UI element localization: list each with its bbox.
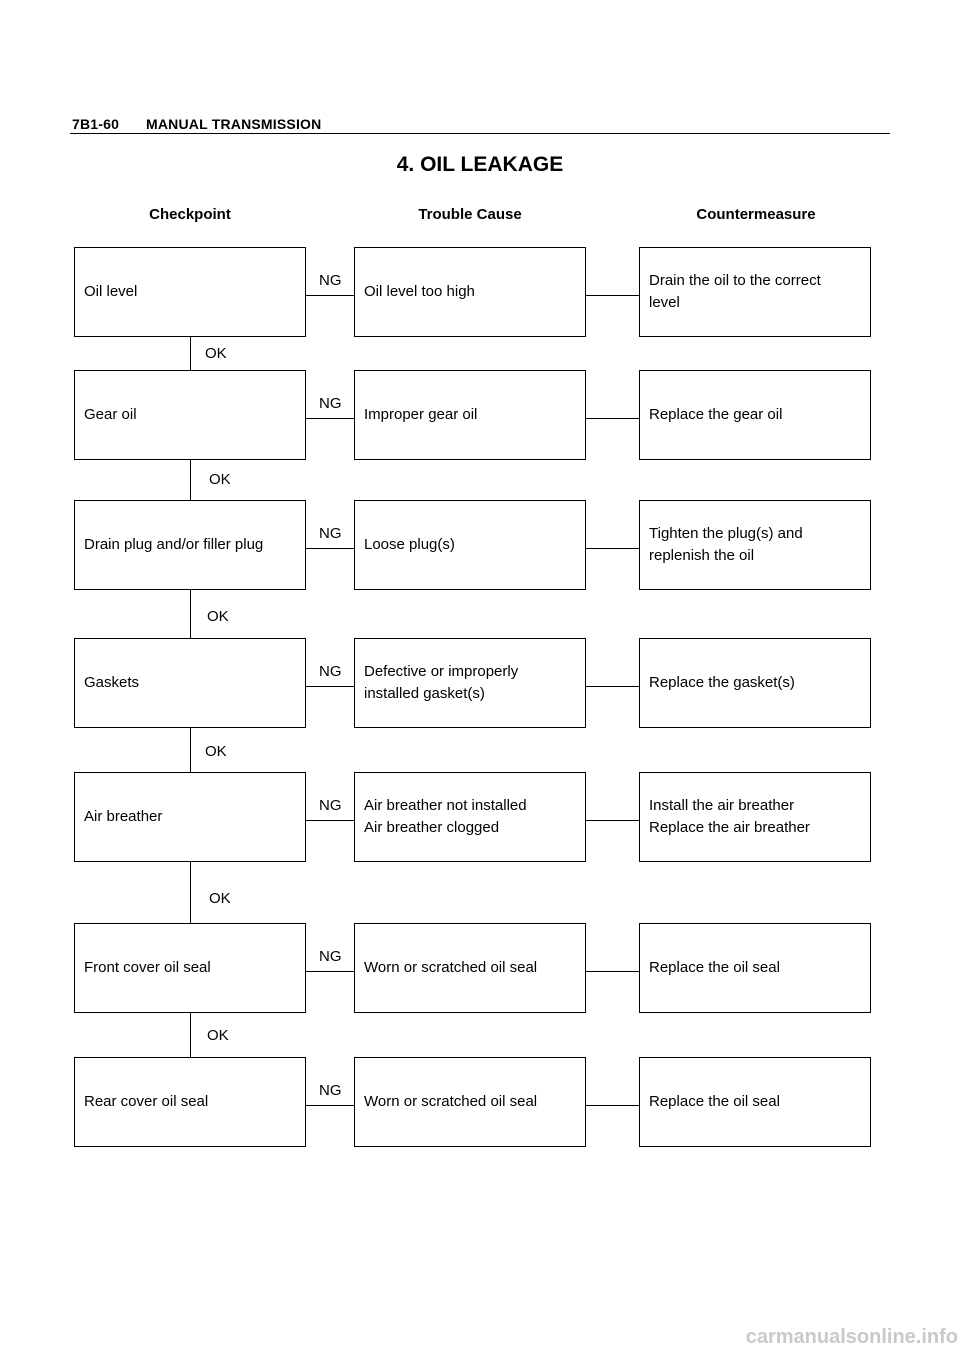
trouble-cause-text: Improper gear oil (364, 406, 478, 423)
ng-connector (306, 295, 354, 296)
ng-label: NG (319, 395, 342, 412)
ng-connector (306, 686, 354, 687)
countermeasure-text: Drain the oil to the correct level (649, 272, 821, 311)
checkpoint-box (74, 500, 306, 590)
ok-label: OK (205, 345, 227, 362)
checkpoint-text: Gear oil (84, 406, 137, 423)
countermeasure-box (639, 772, 871, 862)
header-rule (70, 133, 890, 134)
ok-connector (190, 1013, 191, 1057)
page-header (72, 116, 321, 132)
column-header-trouble-cause: Trouble Cause (418, 206, 522, 223)
ng-label: NG (319, 272, 342, 289)
countermeasure-text: Install the air breather Replace the air breather (649, 797, 810, 836)
result-connector (586, 418, 639, 419)
ng-connector (306, 971, 354, 972)
section-title: MANUAL TRANSMISSION (146, 116, 322, 132)
checkpoint-box (74, 772, 306, 862)
checkpoint-text: Air breather (84, 808, 163, 825)
trouble-cause-text: Oil level too high (364, 283, 475, 300)
countermeasure-text: Replace the oil seal (649, 959, 780, 976)
ng-label: NG (319, 1082, 342, 1099)
result-connector (586, 820, 639, 821)
ng-label: NG (319, 663, 342, 680)
result-connector (586, 295, 639, 296)
ng-label: NG (319, 948, 342, 965)
countermeasure-box (639, 1057, 871, 1147)
ok-label: OK (207, 1027, 229, 1044)
trouble-cause-box (354, 247, 586, 337)
page-title: 4. OIL LEAKAGE (396, 153, 564, 176)
checkpoint-text: Oil level (84, 283, 138, 300)
ok-label: OK (209, 890, 231, 907)
trouble-cause-box (354, 923, 586, 1013)
checkpoint-text: Front cover oil seal (84, 959, 211, 976)
trouble-cause-text: Air breather not installed Air breather clogged (364, 797, 527, 836)
trouble-cause-text: Loose plug(s) (364, 536, 455, 553)
checkpoint-text: Rear cover oil seal (84, 1093, 209, 1110)
ng-label: NG (319, 797, 342, 814)
ng-connector (306, 418, 354, 419)
countermeasure-box (639, 500, 871, 590)
countermeasure-text: Tighten the plug(s) and replenish the oil (649, 525, 803, 564)
ng-connector (306, 1105, 354, 1106)
trouble-cause-box (354, 638, 586, 728)
checkpoint-box (74, 247, 306, 337)
checkpoint-box (74, 1057, 306, 1147)
countermeasure-box (639, 247, 871, 337)
countermeasure-box (639, 638, 871, 728)
ok-label: OK (209, 471, 231, 488)
ok-label: OK (207, 608, 229, 625)
column-header-countermeasure: Countermeasure (696, 206, 816, 223)
checkpoint-text: Drain plug and/or filler plug (84, 536, 264, 553)
trouble-cause-box (354, 370, 586, 460)
checkpoint-box (74, 638, 306, 728)
result-connector (586, 971, 639, 972)
countermeasure-box (639, 370, 871, 460)
ng-label: NG (319, 525, 342, 542)
countermeasure-text: Replace the gear oil (649, 406, 783, 423)
result-connector (586, 548, 639, 549)
trouble-cause-text: Worn or scratched oil seal (364, 959, 538, 976)
countermeasure-text: Replace the gasket(s) (649, 674, 795, 691)
result-connector (586, 1105, 639, 1106)
checkpoint-box (74, 923, 306, 1013)
page-number: 7B1-60 (72, 116, 120, 132)
countermeasure-text: Replace the oil seal (649, 1093, 780, 1110)
ok-connector (190, 590, 191, 638)
ng-connector (306, 820, 354, 821)
trouble-cause-box (354, 1057, 586, 1147)
ok-connector (190, 728, 191, 772)
result-connector (586, 686, 639, 687)
ok-connector (190, 460, 191, 500)
trouble-cause-box (354, 772, 586, 862)
trouble-cause-text: Worn or scratched oil seal (364, 1093, 538, 1110)
trouble-cause-box (354, 500, 586, 590)
checkpoint-text: Gaskets (84, 674, 140, 691)
trouble-cause-text: Defective or improperly installed gasket(s) (364, 663, 519, 702)
watermark: carmanualsonline.info (745, 1326, 958, 1348)
column-header-checkpoint: Checkpoint (149, 206, 231, 223)
ok-connector (190, 337, 191, 370)
ng-connector (306, 548, 354, 549)
checkpoint-box (74, 370, 306, 460)
countermeasure-box (639, 923, 871, 1013)
ok-connector (190, 862, 191, 923)
ok-label: OK (205, 743, 227, 760)
